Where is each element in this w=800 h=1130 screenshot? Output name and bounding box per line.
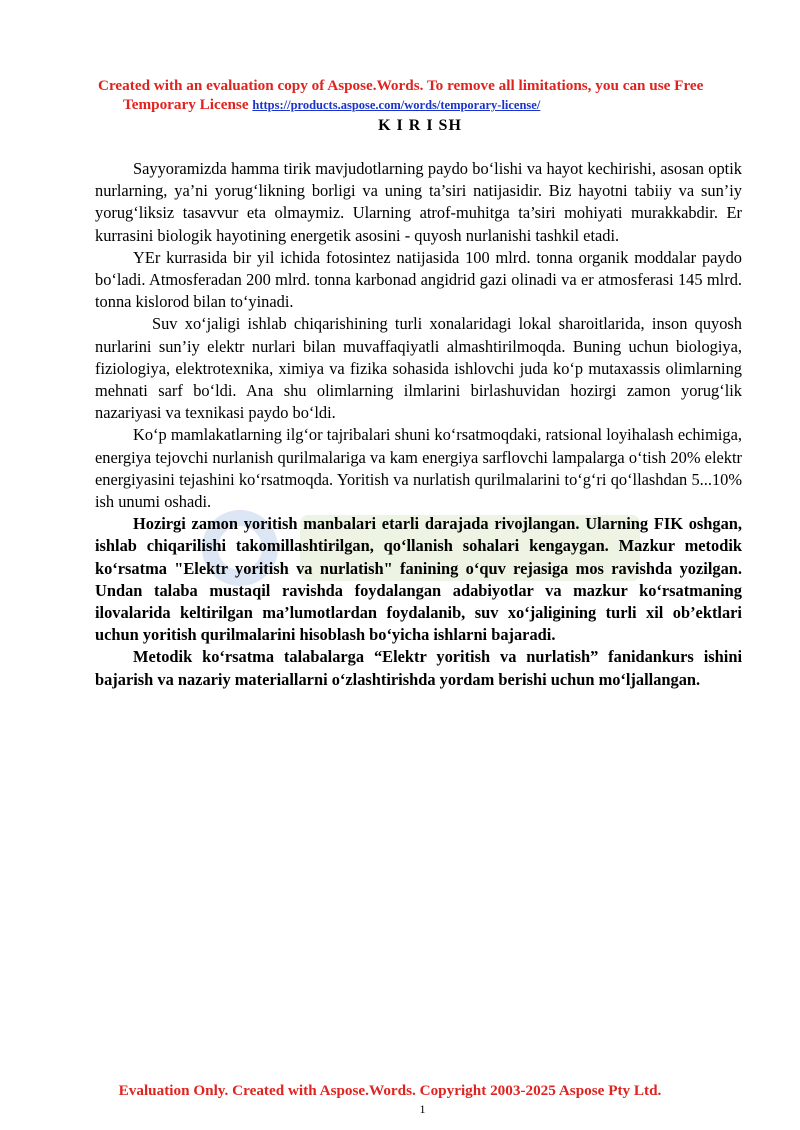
paragraph-2: YEr kurrasida bir yil ichida fotosintez natijasida 100 mlrd. tonna organik moddalar paydo bo‘ladi. Atmosferadan 200 mlrd. tonna karbonad angidrid gazi olinadi va er atmosferasi 145 mlrd. tonna kislorod bilan to‘yinadi. <box>95 247 742 312</box>
evaluation-banner-line1: Created with an evaluation copy of Aspose.Words. To remove all limitations, you can use Free <box>98 77 704 94</box>
document-body <box>95 158 742 691</box>
document-title: K I R I SH <box>378 117 462 134</box>
evaluation-footer: Evaluation Only. Created with Aspose.Words. Copyright 2003-2025 Aspose Pty Ltd. <box>118 1082 662 1099</box>
temporary-license-link[interactable]: https://products.aspose.com/words/temporary-license/ <box>252 98 541 112</box>
evaluation-banner-line2 <box>98 95 748 115</box>
paragraph-6: Metodik ko‘rsatma talabalarga “Elektr yoritish va nurlatish” fanidankurs ishini bajarish va nazariy materiallarni o‘zlashtirishda yordam berishi uchun mo‘ljallangan. <box>95 647 742 689</box>
evaluation-banner <box>98 76 748 115</box>
paragraph-1: Sayyoramizda hamma tirik mavjudotlarning paydo bo‘lishi va hayot kechirishi, asosan optik nurlarning, ya’ni yorug‘likning borligi va uning ta’siri natijasidir. Biz hayotni tabiiy va sun’iy yorug‘liksiz tasavvur eta olmaymiz. Ularning atrof-muhitga ta’siri mohiyati murakkabdir. Er kurrasini biologik hayotining energetik asosini - quyosh nurlanishi tashkil etadi. <box>95 159 742 245</box>
page-number: 1 <box>419 1102 426 1116</box>
evaluation-banner-line2-prefix: Temporary License <box>123 96 253 113</box>
paragraph-4: Ko‘p mamlakatlarning ilg‘or tajribalari shuni ko‘rsatmoqdaki, ratsional loyihalash echimiga, energiya tejovchi nurlanish qurilmalariga va kam energiya sarflovchi lampalarga o‘tish 20% elektr energiyasini tejashini ko‘rsatmoqda. Yoritish va nurlatish qurilmalarini to‘g‘ri qo‘llashdan 5...10% ish unumi oshadi. <box>95 425 742 512</box>
paragraph-5: Hozirgi zamon yoritish manbalari etarli darajada rivojlangan. Ularning FIK oshgan, ishlab chiqarilishi takomillashtirilgan, qo‘llanish sohalari kengaygan. Mazkur metodik ko‘rsatma "Elektr yoritish va nurlatish" fanining o‘quv rejasiga mos ravishda yozilgan. Undan talaba mustaqil ravishda foydalangan adabiyotlar va mazkur ko‘rsatmaning ilovalarida keltirilgan ma’lumotlardan foydalanib, suv xo‘jaligining turli xil ob’ektlari uchun yoritish qurilmalarini hisoblash bo‘yicha ishlarni bajaradi. <box>95 514 742 645</box>
paragraph-3: Suv xo‘jaligi ishlab chiqarishining turli xonalaridagi lokal sharoitlarida, inson quyosh nurlarini sun’iy elektr nurlari bilan muvaffaqiyatli almashtirilmoqda. Buning uchun biologiya, fiziologiya, elektrotexnika, ximiya va fizika sohasida ishlovchi juda ko‘p mutaxassis olimlarning mehnati sarf bo‘ldi. Ana shu olimlarning ilmlarini birlashuvidan hozirgi zamon yorug‘lik nazariyasi va texnikasi paydo bo‘ldi. <box>95 314 742 423</box>
